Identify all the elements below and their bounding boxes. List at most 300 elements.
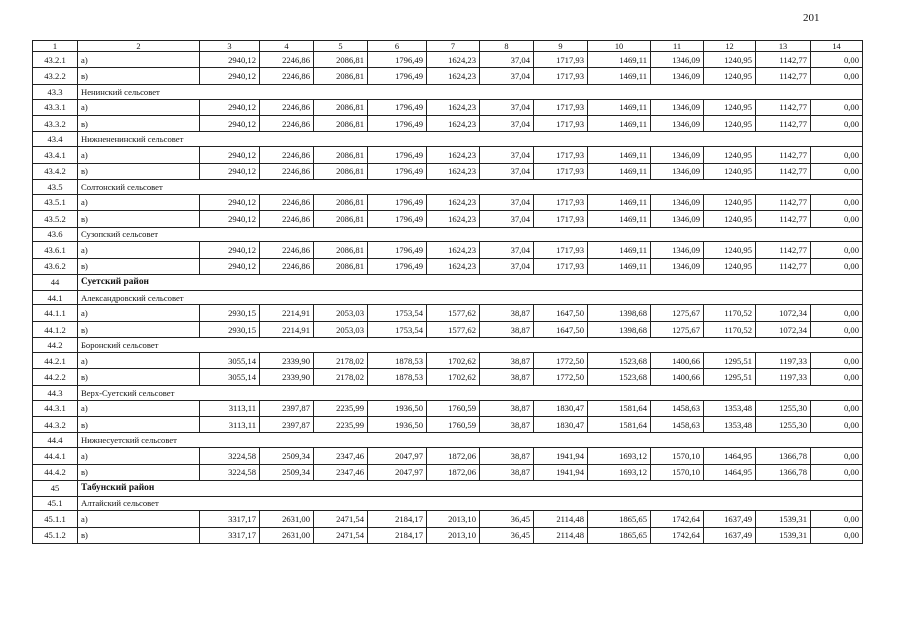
value-cell: 2509,34 xyxy=(260,448,314,464)
row-subitem: в) xyxy=(78,417,200,433)
column-header: 4 xyxy=(260,41,314,52)
value-cell: 1796,49 xyxy=(368,99,427,115)
column-header: 8 xyxy=(480,41,534,52)
district-title: Суетский район xyxy=(78,275,863,291)
value-cell: 3317,17 xyxy=(200,527,260,543)
row-subitem: а) xyxy=(78,305,200,321)
value-cell: 1346,09 xyxy=(651,211,704,227)
value-cell: 1240,95 xyxy=(704,99,756,115)
value-cell: 0,00 xyxy=(811,147,863,163)
value-cell: 2509,34 xyxy=(260,464,314,480)
value-cell: 1346,09 xyxy=(651,147,704,163)
value-cell: 1693,12 xyxy=(588,448,651,464)
value-cell: 1742,64 xyxy=(651,527,704,543)
value-cell: 1240,95 xyxy=(704,258,756,274)
value-cell: 2086,81 xyxy=(314,194,368,210)
value-cell: 2086,81 xyxy=(314,52,368,68)
value-cell: 1702,62 xyxy=(427,353,480,369)
row-subitem: в) xyxy=(78,369,200,385)
value-cell: 0,00 xyxy=(811,400,863,416)
table-row xyxy=(33,527,863,543)
row-subitem: а) xyxy=(78,353,200,369)
value-cell: 1072,34 xyxy=(756,305,811,321)
council-title: Нижнесуетский сельсовет xyxy=(78,433,863,448)
header-row xyxy=(33,41,863,52)
value-cell: 1717,93 xyxy=(534,99,588,115)
row-subitem: а) xyxy=(78,242,200,258)
value-cell: 0,00 xyxy=(811,68,863,84)
value-cell: 2471,54 xyxy=(314,511,368,527)
value-cell: 2235,99 xyxy=(314,400,368,416)
table-row xyxy=(33,194,863,210)
row-code: 44.1.2 xyxy=(33,321,78,337)
value-cell: 1717,93 xyxy=(534,52,588,68)
value-cell: 0,00 xyxy=(811,211,863,227)
value-cell: 37,04 xyxy=(480,99,534,115)
value-cell: 38,87 xyxy=(480,369,534,385)
value-cell: 1581,64 xyxy=(588,400,651,416)
value-cell: 1693,12 xyxy=(588,464,651,480)
value-cell: 2246,86 xyxy=(260,99,314,115)
value-cell: 2940,12 xyxy=(200,163,260,179)
value-cell: 1142,77 xyxy=(756,258,811,274)
value-cell: 1624,23 xyxy=(427,52,480,68)
value-cell: 2246,86 xyxy=(260,194,314,210)
district-row xyxy=(33,275,863,291)
value-cell: 3317,17 xyxy=(200,511,260,527)
value-cell: 2246,86 xyxy=(260,52,314,68)
value-cell: 0,00 xyxy=(811,163,863,179)
row-subitem: в) xyxy=(78,163,200,179)
value-cell: 1717,93 xyxy=(534,147,588,163)
table-row xyxy=(33,417,863,433)
value-cell: 1637,49 xyxy=(704,527,756,543)
value-cell: 2013,10 xyxy=(427,511,480,527)
value-cell: 2631,00 xyxy=(260,511,314,527)
value-cell: 0,00 xyxy=(811,369,863,385)
district-title: Табунский район xyxy=(78,481,863,497)
value-cell: 1830,47 xyxy=(534,400,588,416)
row-subitem: в) xyxy=(78,321,200,337)
value-cell: 1830,47 xyxy=(534,417,588,433)
value-cell: 1469,11 xyxy=(588,194,651,210)
table-row xyxy=(33,353,863,369)
row-subitem: а) xyxy=(78,99,200,115)
value-cell: 37,04 xyxy=(480,52,534,68)
value-cell: 1398,68 xyxy=(588,305,651,321)
value-cell: 2086,81 xyxy=(314,211,368,227)
council-title: Сузопский сельсовет xyxy=(78,227,863,242)
value-cell: 36,45 xyxy=(480,527,534,543)
row-subitem: в) xyxy=(78,464,200,480)
council-row xyxy=(33,385,863,400)
value-cell: 1796,49 xyxy=(368,194,427,210)
value-cell: 1240,95 xyxy=(704,115,756,131)
value-cell: 3224,58 xyxy=(200,464,260,480)
value-cell: 2471,54 xyxy=(314,527,368,543)
value-cell: 1346,09 xyxy=(651,242,704,258)
value-cell: 1796,49 xyxy=(368,115,427,131)
row-code: 43.6.1 xyxy=(33,242,78,258)
table-row xyxy=(33,147,863,163)
value-cell: 2940,12 xyxy=(200,194,260,210)
council-title: Верх-Суетский сельсовет xyxy=(78,385,863,400)
row-code: 44.3 xyxy=(33,385,78,400)
row-subitem: а) xyxy=(78,194,200,210)
value-cell: 1772,50 xyxy=(534,369,588,385)
value-cell: 1796,49 xyxy=(368,242,427,258)
row-code: 44.1 xyxy=(33,290,78,305)
row-code: 43.4.2 xyxy=(33,163,78,179)
column-header: 2 xyxy=(78,41,200,52)
table-row xyxy=(33,99,863,115)
value-cell: 2940,12 xyxy=(200,147,260,163)
row-code: 44.3.2 xyxy=(33,417,78,433)
council-row xyxy=(33,496,863,511)
value-cell: 1577,62 xyxy=(427,321,480,337)
column-header: 3 xyxy=(200,41,260,52)
value-cell: 2214,91 xyxy=(260,321,314,337)
value-cell: 1142,77 xyxy=(756,163,811,179)
value-cell: 1240,95 xyxy=(704,68,756,84)
value-cell: 38,87 xyxy=(480,464,534,480)
value-cell: 1295,51 xyxy=(704,353,756,369)
value-cell: 1624,23 xyxy=(427,211,480,227)
council-row xyxy=(33,433,863,448)
value-cell: 2086,81 xyxy=(314,258,368,274)
table-row xyxy=(33,68,863,84)
table-row xyxy=(33,448,863,464)
row-code: 44 xyxy=(33,275,78,291)
value-cell: 2246,86 xyxy=(260,242,314,258)
value-cell: 1353,48 xyxy=(704,417,756,433)
row-code: 45.1.1 xyxy=(33,511,78,527)
column-header: 14 xyxy=(811,41,863,52)
value-cell: 1240,95 xyxy=(704,242,756,258)
value-cell: 2178,02 xyxy=(314,369,368,385)
value-cell: 2246,86 xyxy=(260,163,314,179)
value-cell: 1142,77 xyxy=(756,147,811,163)
value-cell: 1717,93 xyxy=(534,242,588,258)
value-cell: 1865,65 xyxy=(588,511,651,527)
value-cell: 1240,95 xyxy=(704,211,756,227)
value-cell: 1760,59 xyxy=(427,417,480,433)
council-title: Нижнененинский сельсовет xyxy=(78,132,863,147)
row-code: 43.2.2 xyxy=(33,68,78,84)
value-cell: 1539,31 xyxy=(756,511,811,527)
value-cell: 0,00 xyxy=(811,99,863,115)
row-code: 45.1 xyxy=(33,496,78,511)
value-cell: 1624,23 xyxy=(427,115,480,131)
value-cell: 2940,12 xyxy=(200,68,260,84)
value-cell: 1637,49 xyxy=(704,511,756,527)
value-cell: 37,04 xyxy=(480,68,534,84)
column-header: 6 xyxy=(368,41,427,52)
value-cell: 1170,52 xyxy=(704,321,756,337)
value-cell: 2053,03 xyxy=(314,305,368,321)
value-cell: 0,00 xyxy=(811,194,863,210)
column-header: 7 xyxy=(427,41,480,52)
value-cell: 2053,03 xyxy=(314,321,368,337)
row-code: 43.3 xyxy=(33,84,78,99)
value-cell: 1760,59 xyxy=(427,400,480,416)
value-cell: 2347,46 xyxy=(314,464,368,480)
table-row xyxy=(33,369,863,385)
row-code: 44.2 xyxy=(33,338,78,353)
value-cell: 3055,14 xyxy=(200,353,260,369)
value-cell: 1346,09 xyxy=(651,194,704,210)
value-cell: 2246,86 xyxy=(260,115,314,131)
council-title: Алтайский сельсовет xyxy=(78,496,863,511)
row-code: 44.1.1 xyxy=(33,305,78,321)
value-cell: 38,87 xyxy=(480,400,534,416)
value-cell: 2347,46 xyxy=(314,448,368,464)
value-cell: 2214,91 xyxy=(260,305,314,321)
value-cell: 1624,23 xyxy=(427,194,480,210)
value-cell: 37,04 xyxy=(480,242,534,258)
value-cell: 1197,33 xyxy=(756,369,811,385)
value-cell: 1142,77 xyxy=(756,52,811,68)
value-cell: 2339,90 xyxy=(260,369,314,385)
value-cell: 0,00 xyxy=(811,353,863,369)
value-cell: 2940,12 xyxy=(200,242,260,258)
table-row xyxy=(33,321,863,337)
table-body xyxy=(33,41,863,544)
row-code: 44.4.2 xyxy=(33,464,78,480)
value-cell: 37,04 xyxy=(480,163,534,179)
row-code: 44.2.2 xyxy=(33,369,78,385)
value-cell: 1240,95 xyxy=(704,147,756,163)
value-cell: 1717,93 xyxy=(534,194,588,210)
value-cell: 37,04 xyxy=(480,115,534,131)
value-cell: 1346,09 xyxy=(651,163,704,179)
value-cell: 1577,62 xyxy=(427,305,480,321)
value-cell: 1624,23 xyxy=(427,242,480,258)
value-cell: 1142,77 xyxy=(756,211,811,227)
value-cell: 2397,87 xyxy=(260,400,314,416)
value-cell: 1464,95 xyxy=(704,448,756,464)
column-header: 9 xyxy=(534,41,588,52)
value-cell: 2930,15 xyxy=(200,321,260,337)
value-cell: 37,04 xyxy=(480,147,534,163)
value-cell: 1346,09 xyxy=(651,99,704,115)
value-cell: 38,87 xyxy=(480,353,534,369)
value-cell: 0,00 xyxy=(811,511,863,527)
value-cell: 1717,93 xyxy=(534,68,588,84)
value-cell: 1469,11 xyxy=(588,68,651,84)
value-cell: 38,87 xyxy=(480,417,534,433)
value-cell: 1523,68 xyxy=(588,369,651,385)
value-cell: 0,00 xyxy=(811,527,863,543)
value-cell: 1570,10 xyxy=(651,448,704,464)
value-cell: 0,00 xyxy=(811,52,863,68)
value-cell: 1936,50 xyxy=(368,400,427,416)
value-cell: 36,45 xyxy=(480,511,534,527)
value-cell: 1647,50 xyxy=(534,321,588,337)
table-row xyxy=(33,211,863,227)
value-cell: 1142,77 xyxy=(756,115,811,131)
table-row xyxy=(33,163,863,179)
column-header: 10 xyxy=(588,41,651,52)
council-title: Ненинский сельсовет xyxy=(78,84,863,99)
value-cell: 2086,81 xyxy=(314,99,368,115)
value-cell: 1624,23 xyxy=(427,163,480,179)
value-cell: 1170,52 xyxy=(704,305,756,321)
value-cell: 1346,09 xyxy=(651,68,704,84)
row-subitem: в) xyxy=(78,211,200,227)
row-code: 43.3.2 xyxy=(33,115,78,131)
value-cell: 1464,95 xyxy=(704,464,756,480)
value-cell: 1539,31 xyxy=(756,527,811,543)
value-cell: 1523,68 xyxy=(588,353,651,369)
value-cell: 1717,93 xyxy=(534,163,588,179)
value-cell: 1240,95 xyxy=(704,52,756,68)
value-cell: 1469,11 xyxy=(588,147,651,163)
column-header: 11 xyxy=(651,41,704,52)
value-cell: 1346,09 xyxy=(651,52,704,68)
value-cell: 2086,81 xyxy=(314,68,368,84)
council-row xyxy=(33,84,863,99)
value-cell: 2114,48 xyxy=(534,527,588,543)
column-header: 12 xyxy=(704,41,756,52)
value-cell: 1295,51 xyxy=(704,369,756,385)
council-row xyxy=(33,290,863,305)
value-cell: 0,00 xyxy=(811,448,863,464)
value-cell: 1624,23 xyxy=(427,99,480,115)
value-cell: 1647,50 xyxy=(534,305,588,321)
row-subitem: а) xyxy=(78,448,200,464)
value-cell: 1458,63 xyxy=(651,400,704,416)
value-cell: 1366,78 xyxy=(756,464,811,480)
row-subitem: а) xyxy=(78,511,200,527)
council-row xyxy=(33,227,863,242)
value-cell: 1142,77 xyxy=(756,68,811,84)
value-cell: 2235,99 xyxy=(314,417,368,433)
value-cell: 3224,58 xyxy=(200,448,260,464)
value-cell: 1878,53 xyxy=(368,353,427,369)
table-row xyxy=(33,115,863,131)
row-code: 44.4.1 xyxy=(33,448,78,464)
value-cell: 38,87 xyxy=(480,448,534,464)
value-cell: 0,00 xyxy=(811,305,863,321)
value-cell: 1142,77 xyxy=(756,242,811,258)
value-cell: 2930,15 xyxy=(200,305,260,321)
row-subitem: а) xyxy=(78,147,200,163)
value-cell: 1570,10 xyxy=(651,464,704,480)
row-subitem: а) xyxy=(78,52,200,68)
value-cell: 1142,77 xyxy=(756,99,811,115)
value-cell: 1197,33 xyxy=(756,353,811,369)
value-cell: 2184,17 xyxy=(368,527,427,543)
row-subitem: в) xyxy=(78,68,200,84)
council-title: Александровский сельсовет xyxy=(78,290,863,305)
value-cell: 2246,86 xyxy=(260,258,314,274)
value-cell: 2013,10 xyxy=(427,527,480,543)
value-cell: 1255,30 xyxy=(756,417,811,433)
value-cell: 2940,12 xyxy=(200,115,260,131)
council-title: Боронский сельсовет xyxy=(78,338,863,353)
value-cell: 1275,67 xyxy=(651,305,704,321)
row-code: 43.6 xyxy=(33,227,78,242)
value-cell: 1796,49 xyxy=(368,68,427,84)
value-cell: 1072,34 xyxy=(756,321,811,337)
row-code: 44.2.1 xyxy=(33,353,78,369)
value-cell: 1469,11 xyxy=(588,52,651,68)
value-cell: 1469,11 xyxy=(588,258,651,274)
row-code: 43.3.1 xyxy=(33,99,78,115)
value-cell: 1865,65 xyxy=(588,527,651,543)
row-code: 43.5 xyxy=(33,179,78,194)
row-subitem: а) xyxy=(78,400,200,416)
value-cell: 1142,77 xyxy=(756,194,811,210)
tariff-table xyxy=(32,40,863,544)
value-cell: 1872,06 xyxy=(427,448,480,464)
table-row xyxy=(33,464,863,480)
value-cell: 1469,11 xyxy=(588,99,651,115)
column-header: 5 xyxy=(314,41,368,52)
table-row xyxy=(33,511,863,527)
value-cell: 1458,63 xyxy=(651,417,704,433)
value-cell: 37,04 xyxy=(480,258,534,274)
district-row xyxy=(33,481,863,497)
value-cell: 2178,02 xyxy=(314,353,368,369)
value-cell: 1796,49 xyxy=(368,147,427,163)
value-cell: 1469,11 xyxy=(588,211,651,227)
value-cell: 1398,68 xyxy=(588,321,651,337)
value-cell: 1717,93 xyxy=(534,211,588,227)
value-cell: 2940,12 xyxy=(200,99,260,115)
value-cell: 1400,66 xyxy=(651,353,704,369)
council-row xyxy=(33,132,863,147)
value-cell: 38,87 xyxy=(480,305,534,321)
row-subitem: в) xyxy=(78,115,200,131)
value-cell: 1469,11 xyxy=(588,115,651,131)
value-cell: 1717,93 xyxy=(534,258,588,274)
value-cell: 1702,62 xyxy=(427,369,480,385)
row-code: 43.6.2 xyxy=(33,258,78,274)
value-cell: 0,00 xyxy=(811,115,863,131)
council-row xyxy=(33,179,863,194)
value-cell: 0,00 xyxy=(811,242,863,258)
value-cell: 2086,81 xyxy=(314,115,368,131)
value-cell: 2246,86 xyxy=(260,68,314,84)
value-cell: 1753,54 xyxy=(368,305,427,321)
value-cell: 2246,86 xyxy=(260,211,314,227)
value-cell: 1353,48 xyxy=(704,400,756,416)
value-cell: 2940,12 xyxy=(200,52,260,68)
value-cell: 2047,97 xyxy=(368,448,427,464)
value-cell: 1400,66 xyxy=(651,369,704,385)
value-cell: 2246,86 xyxy=(260,147,314,163)
value-cell: 1872,06 xyxy=(427,464,480,480)
value-cell: 1240,95 xyxy=(704,163,756,179)
column-header: 13 xyxy=(756,41,811,52)
row-code: 43.5.2 xyxy=(33,211,78,227)
value-cell: 1878,53 xyxy=(368,369,427,385)
value-cell: 2397,87 xyxy=(260,417,314,433)
value-cell: 1753,54 xyxy=(368,321,427,337)
value-cell: 1346,09 xyxy=(651,115,704,131)
value-cell: 2047,97 xyxy=(368,464,427,480)
table-row xyxy=(33,52,863,68)
value-cell: 2114,48 xyxy=(534,511,588,527)
row-code: 45 xyxy=(33,481,78,497)
page-number: 201 xyxy=(803,12,820,24)
value-cell: 2631,00 xyxy=(260,527,314,543)
value-cell: 1366,78 xyxy=(756,448,811,464)
value-cell: 1796,49 xyxy=(368,52,427,68)
table-row xyxy=(33,400,863,416)
